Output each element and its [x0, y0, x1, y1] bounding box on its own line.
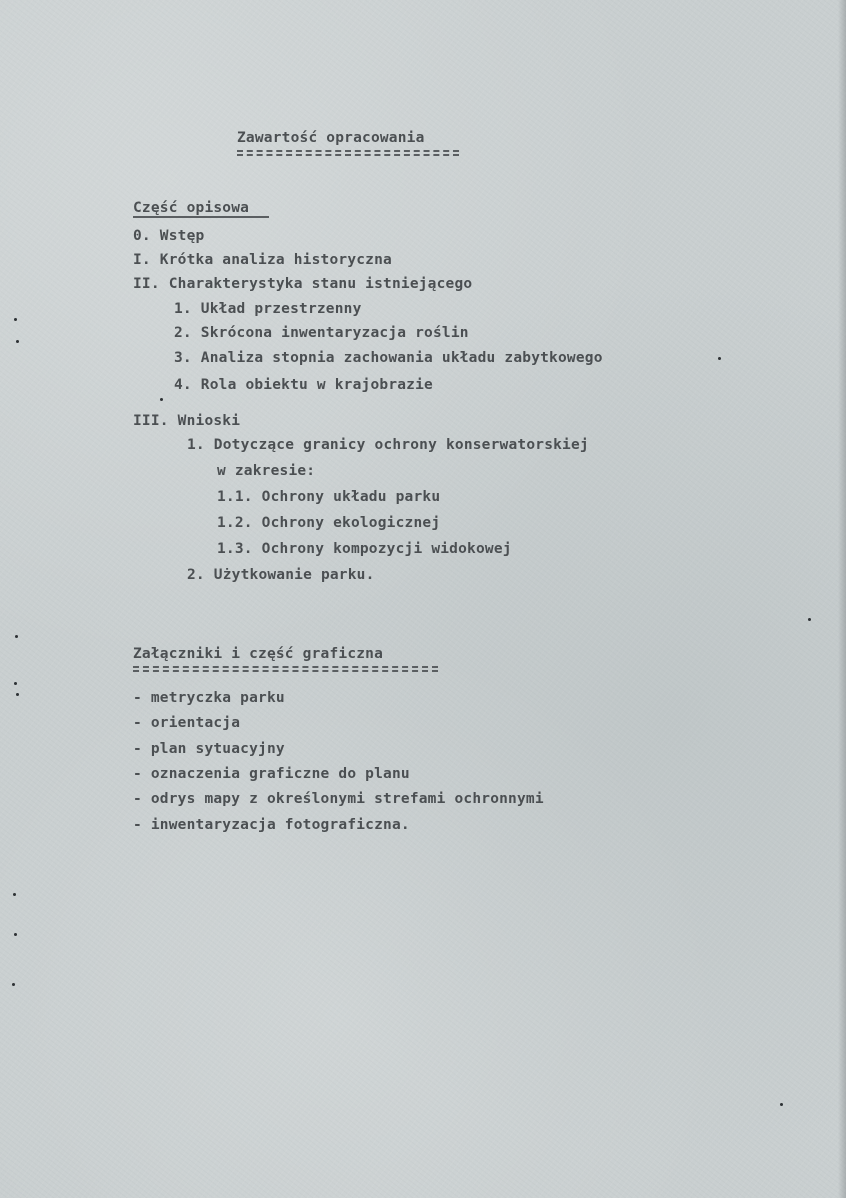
paper-speck	[15, 635, 18, 638]
section-heading-attachments: Załączniki i część graficzna	[133, 646, 384, 662]
paper-speck	[16, 693, 19, 696]
paper-speck	[14, 933, 17, 936]
section-heading-descriptive: Część opisowa	[133, 200, 250, 216]
paper-speck	[13, 893, 16, 896]
toc-item: 0. Wstęp	[133, 228, 205, 244]
paper-speck	[160, 398, 163, 401]
document-title: Zawartość opracowania	[237, 130, 425, 146]
toc-item: 3. Analiza stopnia zachowania układu zabytkowego	[174, 350, 603, 366]
paper-speck	[16, 340, 19, 343]
toc-item: 1. Układ przestrzenny	[174, 301, 362, 317]
attachment-item: - inwentaryzacja fotograficzna.	[133, 817, 410, 833]
paper-speck	[12, 983, 15, 986]
attachment-item: - plan sytuacyjny	[133, 741, 285, 757]
paper-speck	[14, 318, 17, 321]
toc-item: II. Charakterystyka stanu istniejącego	[133, 276, 473, 292]
paper-speck	[808, 618, 811, 621]
toc-item: 1.2. Ochrony ekologicznej	[217, 515, 441, 531]
paper-edge-shadow	[838, 0, 846, 1198]
toc-item: I. Krótka analiza historyczna	[133, 252, 392, 268]
toc-item: 1.1. Ochrony układu parku	[217, 489, 441, 505]
attachments-underline	[133, 666, 438, 672]
paper-speck	[14, 682, 17, 685]
toc-item: 2. Użytkowanie parku.	[187, 567, 375, 583]
toc-item: 1.3. Ochrony kompozycji widokowej	[217, 541, 512, 557]
attachment-item: - oznaczenia graficzne do planu	[133, 766, 410, 782]
paper-speck	[780, 1103, 783, 1106]
toc-item: III. Wnioski	[133, 413, 241, 429]
paper-speck	[718, 357, 721, 360]
attachment-item: - orientacja	[133, 715, 241, 731]
attachment-item: - odrys mapy z określonymi strefami ochronnymi	[133, 791, 544, 807]
title-underline	[237, 150, 459, 156]
toc-item: w zakresie:	[217, 463, 316, 479]
toc-item: 4. Rola obiektu w krajobrazie	[174, 377, 433, 393]
toc-item: 2. Skrócona inwentaryzacja roślin	[174, 325, 469, 341]
attachment-item: - metryczka parku	[133, 690, 285, 706]
toc-item: 1. Dotyczące granicy ochrony konserwatorskiej	[187, 437, 589, 453]
section-heading-underline	[133, 216, 269, 218]
